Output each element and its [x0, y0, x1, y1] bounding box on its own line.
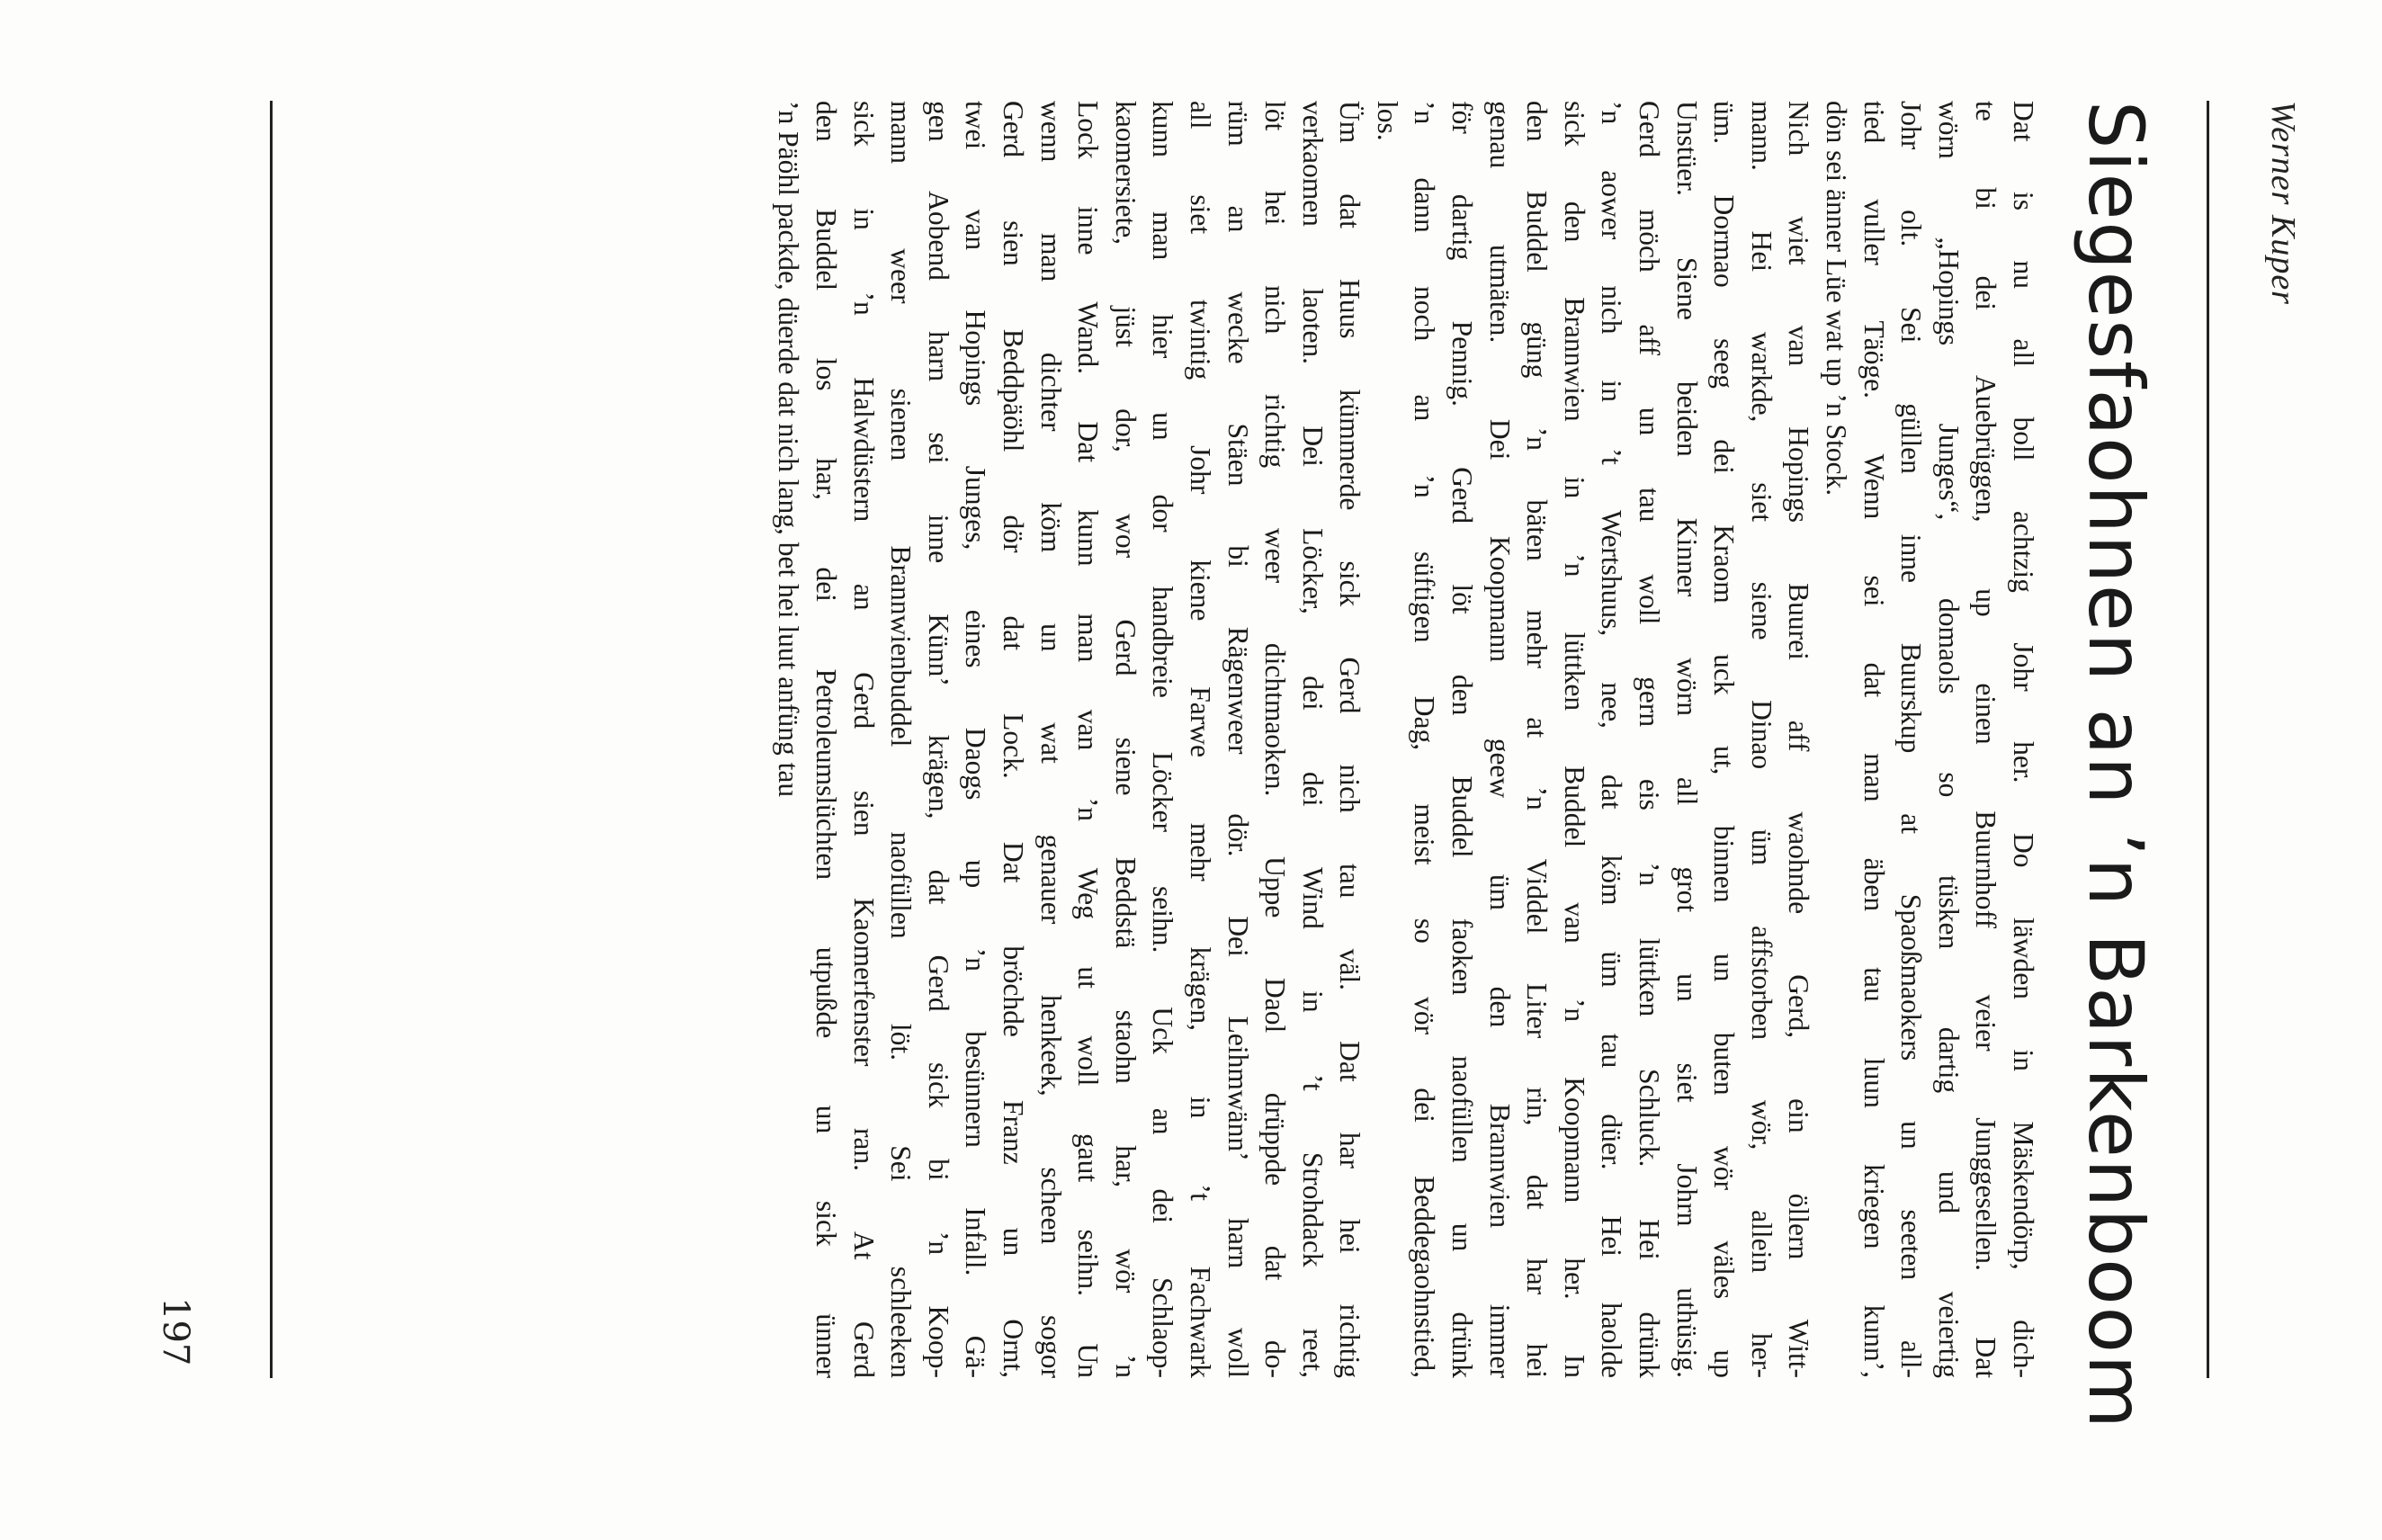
text-line: Nich wiet van Hopings Buurei aff waohnde Gerd, ein öllern Witt-	[1783, 101, 1815, 1378]
header-rule	[2207, 101, 2209, 1378]
text-line: all siet twintig Johr kiene Farwe mehr krägen, in ’t Fachwark	[1184, 101, 1216, 1378]
text-line: Dat is nu all boll achtzig Johr her. Do läwden in Mäskendörp, dich-	[2008, 101, 2039, 1378]
text-line: Unstüer. Siene beiden Kinner wörn all grot un siet Johrn uthüsig.	[1670, 101, 1703, 1378]
footer-rule	[270, 101, 273, 1378]
text-line: wenn man dichter köm un wat genauer henkeek, scheen sogor	[1034, 101, 1067, 1378]
paragraph	[770, 101, 1369, 1378]
text-line: ’n Päöhl packde, düerde dat nich lang, bet hei luut anfüng tau	[773, 101, 805, 798]
paragraph	[1368, 101, 1817, 1378]
text-line: los.	[1371, 101, 1403, 141]
text-line: tied vuller Täöge. Wenn sei dat man äben tau luun kriegen kunn’,	[1858, 101, 1890, 1378]
text-line: den Buddel los har, dei Petroleumslüchten utpußde un sick ünner	[810, 101, 842, 1378]
text-line: rüm an wecke Stäen bi Rägenweer dör. Dei Leihmwänn’ harn woll	[1222, 101, 1254, 1378]
story-title: Siegesfaohnen an ’n Barkenboom	[2072, 101, 2160, 1430]
page-number: 197	[155, 1297, 196, 1366]
text-line: sick den Brannwien in ’n lüttken Buddel van ’n Koopmann her. In	[1558, 101, 1590, 1378]
text-line: sick in ’n Halwdüstern an Gerd sien Kaomerfenster ran. At Gerd	[847, 101, 880, 1378]
text-line: ’n aower nich in ’t Wertshuus, nee, dat köm üm tau düer. Hei haolde	[1596, 101, 1628, 1378]
running-header-author: Werner Kuper	[2264, 101, 2302, 305]
text-line: löt hei nich richtig weer dichtmaoken. Uppe Daol drüppde dat do-	[1259, 101, 1292, 1378]
text-line: den Buddel güng ’n bäten mehr at ’n Viddel Liter rin, dat har hei	[1521, 101, 1554, 1378]
text-line: gen Aobend harn sei inne Künn’ krägen, dat Gerd sick bi ’n Koop-	[922, 101, 954, 1378]
story-body	[770, 101, 2042, 1378]
text-line: Gerd möch aff un tau woll gern eis ’n lüttken Schluck. Hei drünk	[1634, 101, 1666, 1378]
text-line: Üm dat Huus kümmerde sick Gerd nich tau väl. Dat har hei richtig	[1334, 101, 1366, 1378]
paragraph	[1817, 101, 2042, 1378]
text-line: üm. Dormao seeg dei Kraom uck ut, binnen un buten wör väles up	[1708, 101, 1741, 1378]
text-line: kaomersiete, jüst dor, wor Gerd siene Beddstä staohn har, wör ’n	[1109, 101, 1142, 1378]
text-line: för dartig Pennig. Gerd löt den Buddel faoken naofüllen un drünk	[1446, 101, 1479, 1378]
text-line: dön sei änner Lüe wat up ’n Stock.	[1821, 101, 1853, 497]
text-line: ’n dann noch an ’n süftigen Dag, meist so vör dei Beddegaohnstied,	[1409, 101, 1441, 1378]
text-line: Gerd sien Beddpäöhl dör dat Lock. Dat bröchde Franz un Ornt,	[997, 101, 1029, 1378]
text-line: mann. Hei warkde, siet siene Dinao üm affstorben wör, allein her-	[1745, 101, 1778, 1378]
text-line: twei van Hopings Junges, eines Daogs up ’n besünnern Infall. Gä-	[960, 101, 992, 1378]
text-line: genau utmäten. Dei Koopmann geew üm den Brannwien immer	[1483, 101, 1516, 1378]
text-line: verkaomen laoten. Dei Löcker, dei dei Wind in ’t Strohdack reet,	[1296, 101, 1329, 1378]
text-line: mann weer sienen Brannwienbuddel naofüllen löt. Sei schleeken	[885, 101, 918, 1378]
text-line: wörn „Hopings Junges“, domaols so tüsken dartig und veiertig	[1932, 101, 1965, 1378]
text-line: kunn man hier un dor handbreie Löcker seihn. Uck an dei Schlaop-	[1147, 101, 1179, 1378]
text-line: Lock inne Wand. Dat kunn man van ’n Weg ut woll gaut seihn. Un	[1072, 101, 1105, 1378]
text-line: te bi dei Auebrüggen, up einen Buurnhoff veier Junggesellen. Dat	[1970, 101, 2002, 1378]
text-line: Johr olt. Sei güllen inne Buurskup at Spaoßmaokers un seeten all-	[1895, 101, 1928, 1378]
